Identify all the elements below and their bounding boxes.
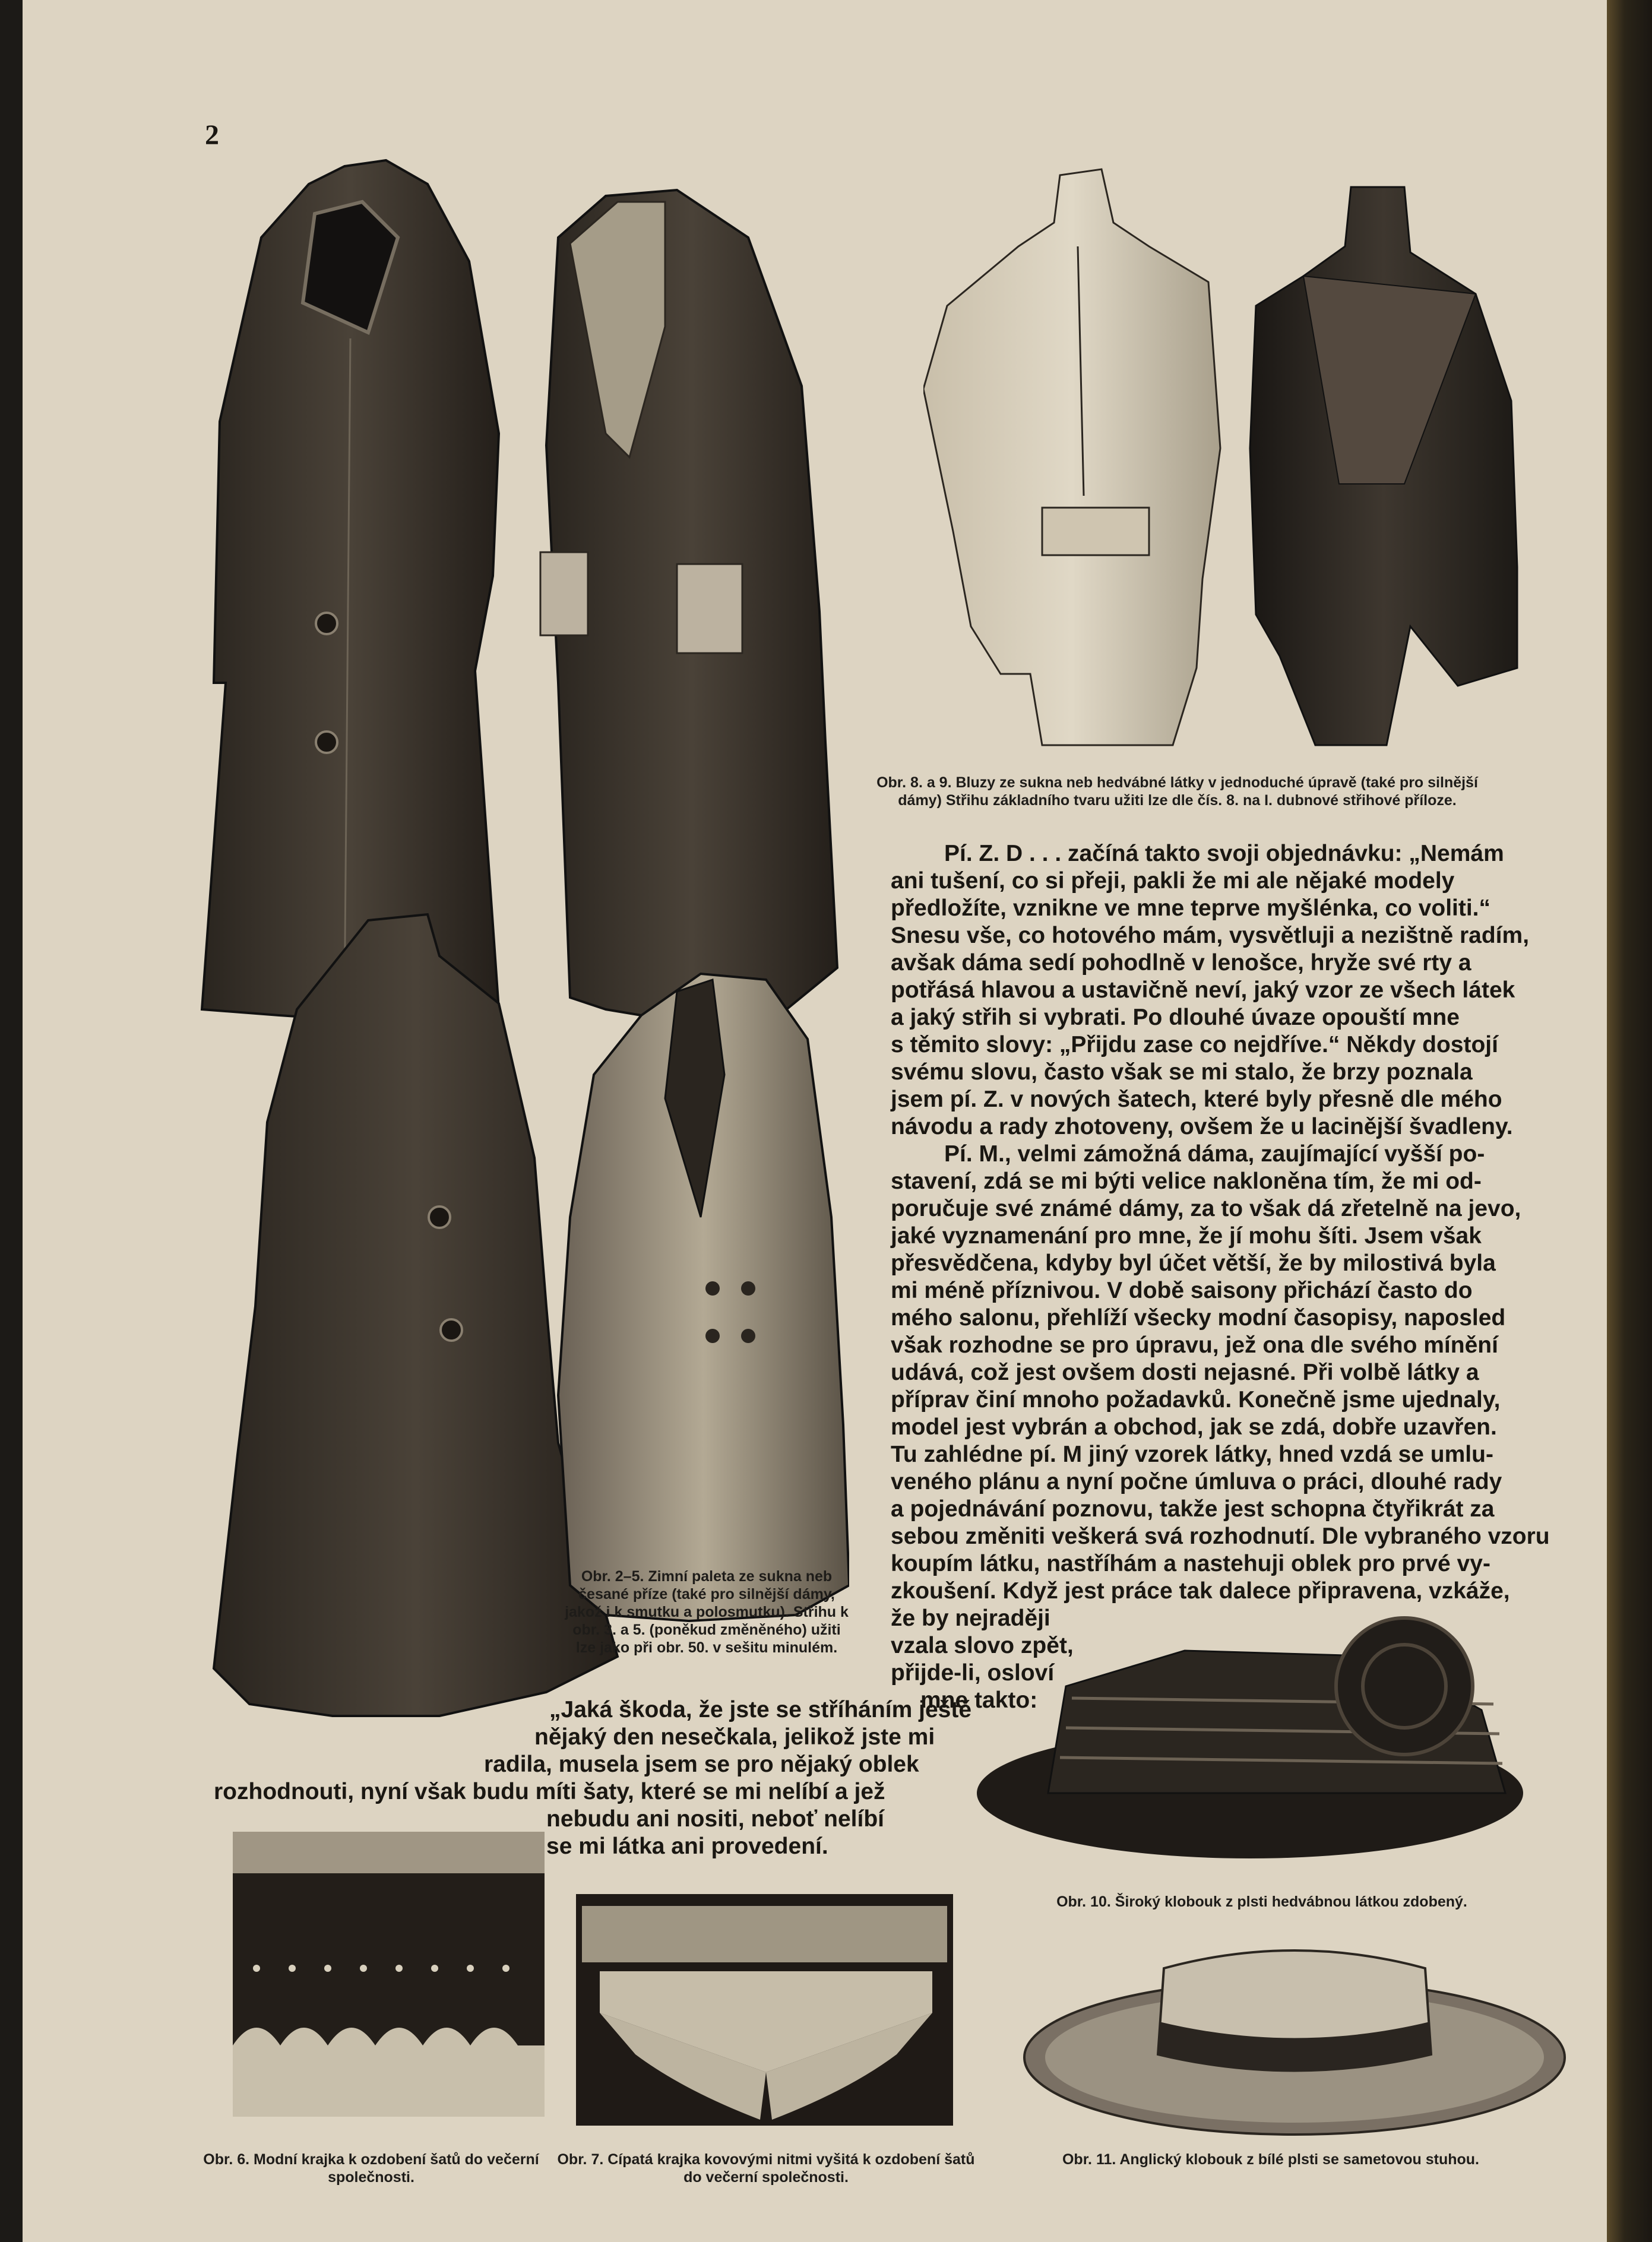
caption-hat-wide: Obr. 10. Široký klobouk z plsti hedvábnou látkou zdobený.	[1056, 1893, 1467, 1910]
article-paragraph-2	[891, 1141, 1550, 1605]
text-line: udává, což jest ovšem dosti nejasné. Při volbě látky a	[891, 1360, 1479, 1385]
text-line: Pí. Z. D . . . začíná takto svoji objednávku: „Nemám	[944, 841, 1504, 866]
text-line: rozhodnouti, nyní však budu míti šaty, které se mi nelíbí a jež	[214, 1779, 885, 1804]
text-line: vzala slovo zpět,	[891, 1633, 1074, 1658]
text-line: sebou změniti veškerá svá rozhodnutí. Dle vybraného vzoru	[891, 1524, 1550, 1549]
caption-coats: Obr. 2–5. Zimní paleta ze sukna neb česané příze (také pro silnější dámy, jakož i k smutku a polosmutku). Střihu k obr. 3. a 5. (poněkud změněného) užiti lze jako při obr. 50. v sešitu minulém.	[565, 1568, 849, 1656]
text-line: a pojednávání poznovu, takže jest schopna čtyřikrát za	[891, 1496, 1495, 1522]
text-line: se mi látka ani provedení.	[546, 1834, 828, 1859]
text-line: Tu zahlédne pí. M jiný vzorek látky, hned vzdá se umlu-	[891, 1442, 1493, 1467]
text-line: přesvědčena, kdyby byl účet větší, že by milostivá byla	[891, 1250, 1496, 1276]
text-line: s těmito slovy: „Přijdu zase co nejdříve.“ Někdy dostojí	[891, 1032, 1498, 1057]
text-line: Snesu vše, co hotového mám, vysvětluji a nezištně radím,	[891, 923, 1530, 948]
text-line: jsem pí. Z. v nových šatech, které byly přesně dle mého	[891, 1087, 1502, 1112]
caption-hat-english: Obr. 11. Anglický klobouk z bílé plsti se sametovou stuhou.	[1062, 2151, 1479, 2168]
text-line: přijde-li, osloví	[891, 1660, 1055, 1686]
text-line: model jest vybrán a obchod, jak se zdá, dobře uzavřen.	[891, 1414, 1497, 1440]
text-line: avšak dáma sedí pohodlně v lenošce, hryže své rty a	[891, 950, 1471, 976]
page-binding-edge	[1607, 0, 1652, 2242]
text-line: že by nejraději	[891, 1606, 1050, 1631]
illustration-lace-6	[233, 1832, 545, 2117]
text-line: zkoušení. Když jest práce tak dalece připravena, vzkáže,	[891, 1578, 1510, 1604]
text-line: nebudu ani nositi, neboť nelíbí	[546, 1806, 885, 1832]
illustration-blouses	[923, 151, 1523, 751]
text-line: potřásá hlavou a ustavičně neví, jaký vzor ze všech látek	[891, 977, 1515, 1003]
illustration-hat-english	[1021, 1927, 1568, 2140]
text-line: mne takto:	[920, 1687, 1038, 1713]
text-line: radila, musela jsem se pro nějaký oblek	[484, 1752, 919, 1777]
text-line: předložíte, vznikne ve mne teprve myšlénka, co voliti.“	[891, 895, 1491, 921]
text-line: mého salonu, přehlíží všecky modní časopisy, naposled	[891, 1305, 1506, 1331]
text-line: poručuje své známé dámy, za to však dá zřetelně na jevo,	[891, 1196, 1521, 1221]
illustration-lace-7	[576, 1894, 953, 2126]
coat-4	[214, 914, 618, 1716]
text-line: však rozhodne se pro úpravu, jež ona dle svého mínění	[891, 1332, 1498, 1358]
caption-lace-6: Obr. 6. Modní krajka k ozdobení šatů do večerní společnosti.	[203, 2151, 539, 2186]
text-line: stavení, zdá se mi býti velice nakloněna tím, že mi od-	[891, 1168, 1482, 1194]
blouse-8	[923, 169, 1220, 745]
text-line: a jaký střih si vybrati. Po dlouhé úvaze opouští mne	[891, 1005, 1460, 1030]
text-line: příprav činí mnoho požadavků. Konečně jsme ujednaly,	[891, 1387, 1501, 1413]
illustration-coats	[190, 148, 849, 1740]
text-line: ani tušení, co si přeji, pakli že mi ale nějaké modely	[891, 868, 1455, 894]
text-line: návodu a rady zhotoveny, ovšem že u lacinější švadleny.	[891, 1114, 1513, 1139]
illustration-hat-wide	[971, 1615, 1535, 1876]
text-line: svému slovu, často však se mi stalo, že brzy poznala	[891, 1059, 1473, 1085]
text-line: koupím látku, nastříhám a nastehuji oblek pro prvé vy-	[891, 1551, 1490, 1576]
article-paragraph-1	[891, 840, 1530, 1141]
text-line: nějaký den nesečkala, jelikož jste mi	[534, 1724, 935, 1750]
text-line: jaké vyznamenání pro mne, že jí mohu šíti. Jsem však	[891, 1223, 1482, 1249]
text-line: „Jaká škoda, že jste se stříháním ještě	[549, 1697, 972, 1722]
text-line: veného plánu a nyní počne úmluva o práci, dlouhé rady	[891, 1469, 1502, 1494]
caption-lace-7: Obr. 7. Cípatá krajka kovovými nitmi vyšitá k ozdobení šatů do večerní společnosti.	[557, 2151, 975, 2186]
text-line: Pí. M., velmi zámožná dáma, zaujímající vyšší po-	[944, 1141, 1485, 1167]
page-number: 2	[205, 119, 219, 151]
text-line: mi méně příznivou. V době saisony přichází často do	[891, 1278, 1473, 1303]
caption-blouses: Obr. 8. a 9. Bluzy ze sukna neb hedvábné látky v jednoduché úpravě (také pro silnější dámy) Střihu základního tvaru užiti lze dle čís. 8. na I. dubnové střihové příloze.	[876, 774, 1478, 809]
